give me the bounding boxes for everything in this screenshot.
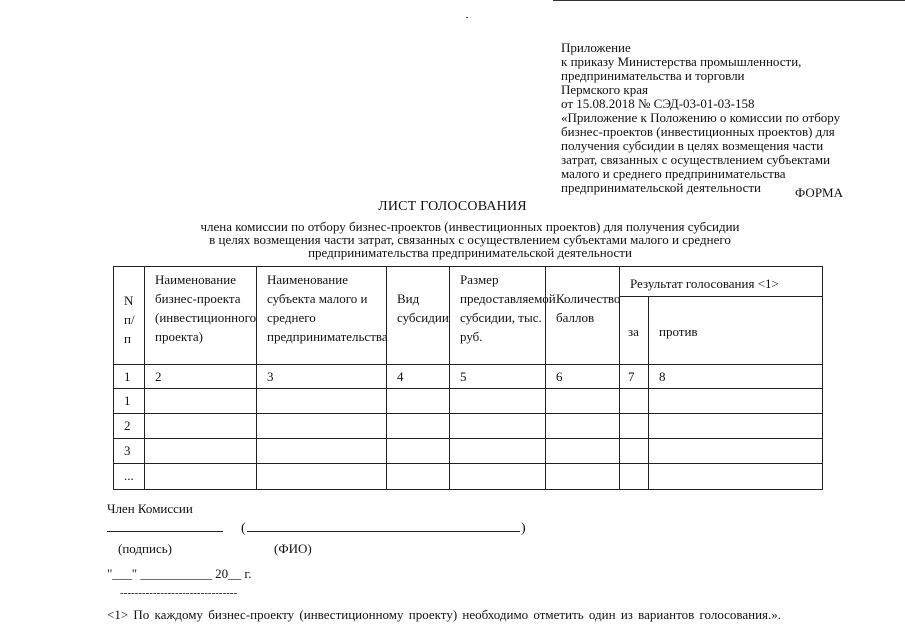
header-num: N п/п	[114, 267, 145, 365]
index-cell: 5	[450, 365, 546, 389]
footnote-separator: --------------------------------	[120, 587, 238, 599]
table-cell	[257, 439, 387, 464]
table-cell	[145, 389, 257, 414]
table-cell	[257, 464, 387, 490]
table-cell	[450, 439, 546, 464]
table-cell	[620, 389, 649, 414]
table-cell	[387, 464, 450, 490]
name-line	[247, 531, 520, 532]
table-row	[114, 464, 823, 490]
appendix-line: к приказу Министерства промышленности,	[561, 54, 802, 69]
index-cell: 7	[620, 365, 649, 389]
appendix-line: «Приложение к Положению о комиссии по отбору	[561, 110, 841, 125]
table-cell	[546, 414, 620, 439]
appendix-line: предпринимательства и торговли	[561, 68, 745, 83]
header-entity: Наименование субъекта малого и среднего предпринимательства	[257, 267, 387, 365]
document-title: ЛИСТ ГОЛОСОВАНИЯ	[378, 199, 527, 214]
table-cell	[620, 464, 649, 490]
row-number: 1	[114, 389, 145, 414]
appendix-line: бизнес-проектов (инвестиционных проектов) для	[561, 124, 835, 139]
table-cell	[620, 414, 649, 439]
table-cell	[649, 464, 823, 490]
top-border-line	[553, 0, 905, 1]
document-subtitle	[150, 220, 790, 259]
name-paren-close: )	[521, 521, 526, 536]
appendix-line: предпринимательской деятельности	[561, 180, 761, 195]
form-label: ФОРМА	[795, 185, 843, 200]
table-cell	[257, 389, 387, 414]
table-cell	[450, 389, 546, 414]
table-row	[114, 439, 823, 464]
scan-speck	[466, 17, 468, 18]
appendix-line: Пермского края	[561, 82, 648, 97]
index-cell: 1	[114, 365, 145, 389]
subtitle-line: предпринимательства предпринимательской деятельности	[308, 245, 632, 260]
table-cell	[649, 389, 823, 414]
table-cell	[145, 414, 257, 439]
name-paren-open: (	[241, 521, 246, 536]
appendix-line: Приложение	[561, 40, 631, 55]
table-cell	[450, 464, 546, 490]
row-number: 3	[114, 439, 145, 464]
header-for: за	[620, 297, 649, 365]
table-cell	[145, 464, 257, 490]
signature-line	[107, 531, 223, 532]
table-cell	[546, 389, 620, 414]
table-cell	[649, 439, 823, 464]
table-row	[114, 389, 823, 414]
appendix-line: малого и среднего предпринимательства	[561, 166, 786, 181]
index-cell: 4	[387, 365, 450, 389]
header-score: Количество баллов	[546, 267, 620, 365]
voting-table	[113, 266, 823, 490]
subtitle-line: члена комиссии по отбору бизнес-проектов (инвестиционных проектов) для получения субсидии	[200, 219, 740, 234]
table-row	[114, 414, 823, 439]
signature-caption: (подпись)	[118, 541, 172, 556]
header-project: Наименование бизнес-проекта (инвестиционного проекта)	[145, 267, 257, 365]
index-cell: 2	[145, 365, 257, 389]
header-amount: Размер предоставляемой субсидии, тыс. руб.	[450, 267, 546, 365]
appendix-line: от 15.08.2018 № СЭД-03-01-03-158	[561, 96, 755, 111]
index-cell: 3	[257, 365, 387, 389]
table-cell	[546, 464, 620, 490]
table-cell	[546, 439, 620, 464]
row-number: ...	[114, 464, 145, 490]
table-cell	[387, 389, 450, 414]
appendix-line: затрат, связанных с осуществлением субъектами	[561, 152, 831, 167]
name-caption: (ФИО)	[274, 541, 312, 556]
date-line: "___" ___________ 20__ г.	[107, 566, 252, 581]
appendix-header	[561, 41, 901, 195]
table-cell	[649, 414, 823, 439]
header-kind: Вид субсидии	[387, 267, 450, 365]
index-cell: 8	[649, 365, 823, 389]
table-cell	[257, 414, 387, 439]
appendix-line: получения субсидии в целях возмещения части	[561, 138, 824, 153]
table-cell	[387, 414, 450, 439]
table-cell	[387, 439, 450, 464]
index-cell: 6	[546, 365, 620, 389]
footnote: <1> По каждому бизнес-проекту (инвестиционному проекту) необходимо отметить один из вариантов голосования.».	[107, 607, 782, 622]
subtitle-line: в целях возмещения части затрат, связанных с осуществлением субъектами малого и среднего	[209, 232, 731, 247]
row-number: 2	[114, 414, 145, 439]
table-cell	[145, 439, 257, 464]
header-against: против	[649, 297, 823, 365]
table-cell	[620, 439, 649, 464]
member-label: Член Комиссии	[107, 501, 193, 516]
table-cell	[450, 414, 546, 439]
header-result: Результат голосования <1>	[620, 267, 823, 297]
